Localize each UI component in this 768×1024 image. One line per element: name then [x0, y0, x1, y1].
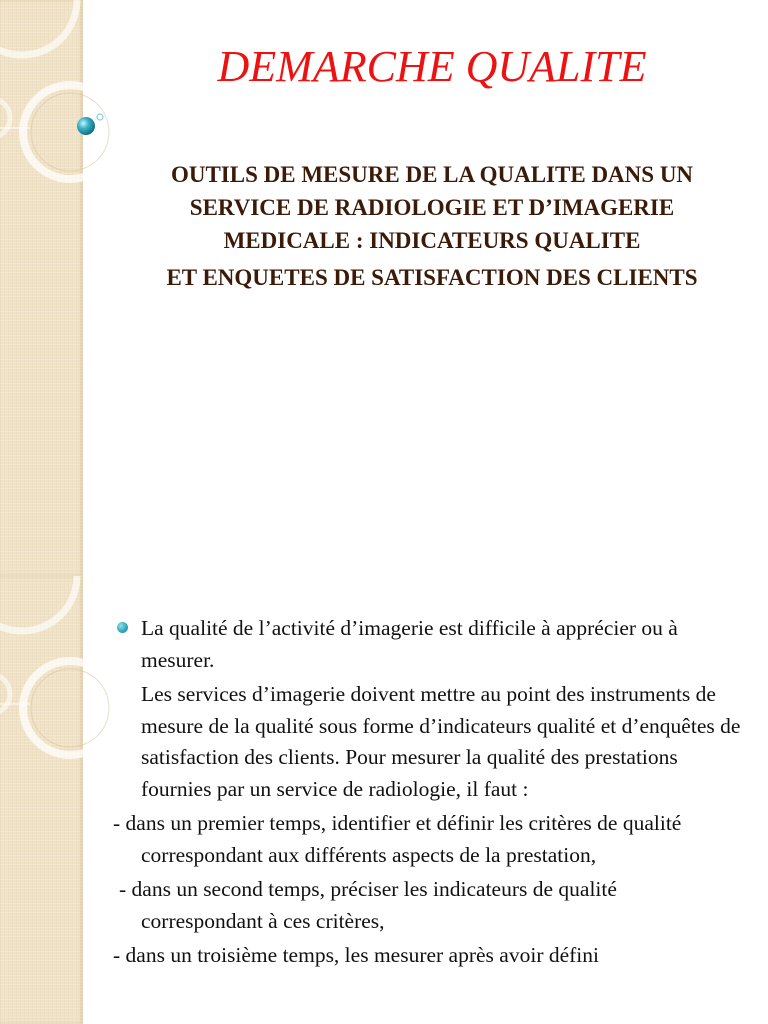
subtitle-line: OUTILS DE MESURE DE LA QUALITE DANS UN SERVICE DE RADIOLOGIE ET D’IMAGERIE MEDICALE : INDICATEURS QUALITE: [170, 162, 694, 253]
step-item: - dans un premier temps, identifier et définir les critères de qualité correspondant aux différents aspects de la prestation,: [113, 811, 682, 867]
slide-body: [113, 613, 743, 972]
subtitle-line: ET ENQUETES DE SATISFACTION DES CLIENTS: [166, 265, 698, 290]
step-item: - dans un second temps, préciser les indicateurs de qualité correspondant à ces critères,: [119, 877, 617, 933]
bullet-item: [113, 613, 743, 676]
body-paragraph: Les services d’imagerie doivent mettre au point des instruments de mesure de la qualité sous forme d’indicateurs qualité et d’enquêtes de satisfaction des clients. Pour mesurer la qualité des prestations fournies par un service de radiologie, il faut :: [141, 682, 741, 801]
bullet-icon: [117, 622, 128, 633]
step-item: - dans un troisième temps, les mesurer après avoir défini: [113, 943, 599, 967]
slide-content: [0, 576, 768, 1024]
slide-title-text: DEMARCHE QUALITE: [217, 42, 647, 91]
bullet-text: La qualité de l’activité d’imagerie est difficile à apprécier ou à mesurer.: [141, 616, 678, 672]
slide-subtitle: [130, 158, 734, 294]
